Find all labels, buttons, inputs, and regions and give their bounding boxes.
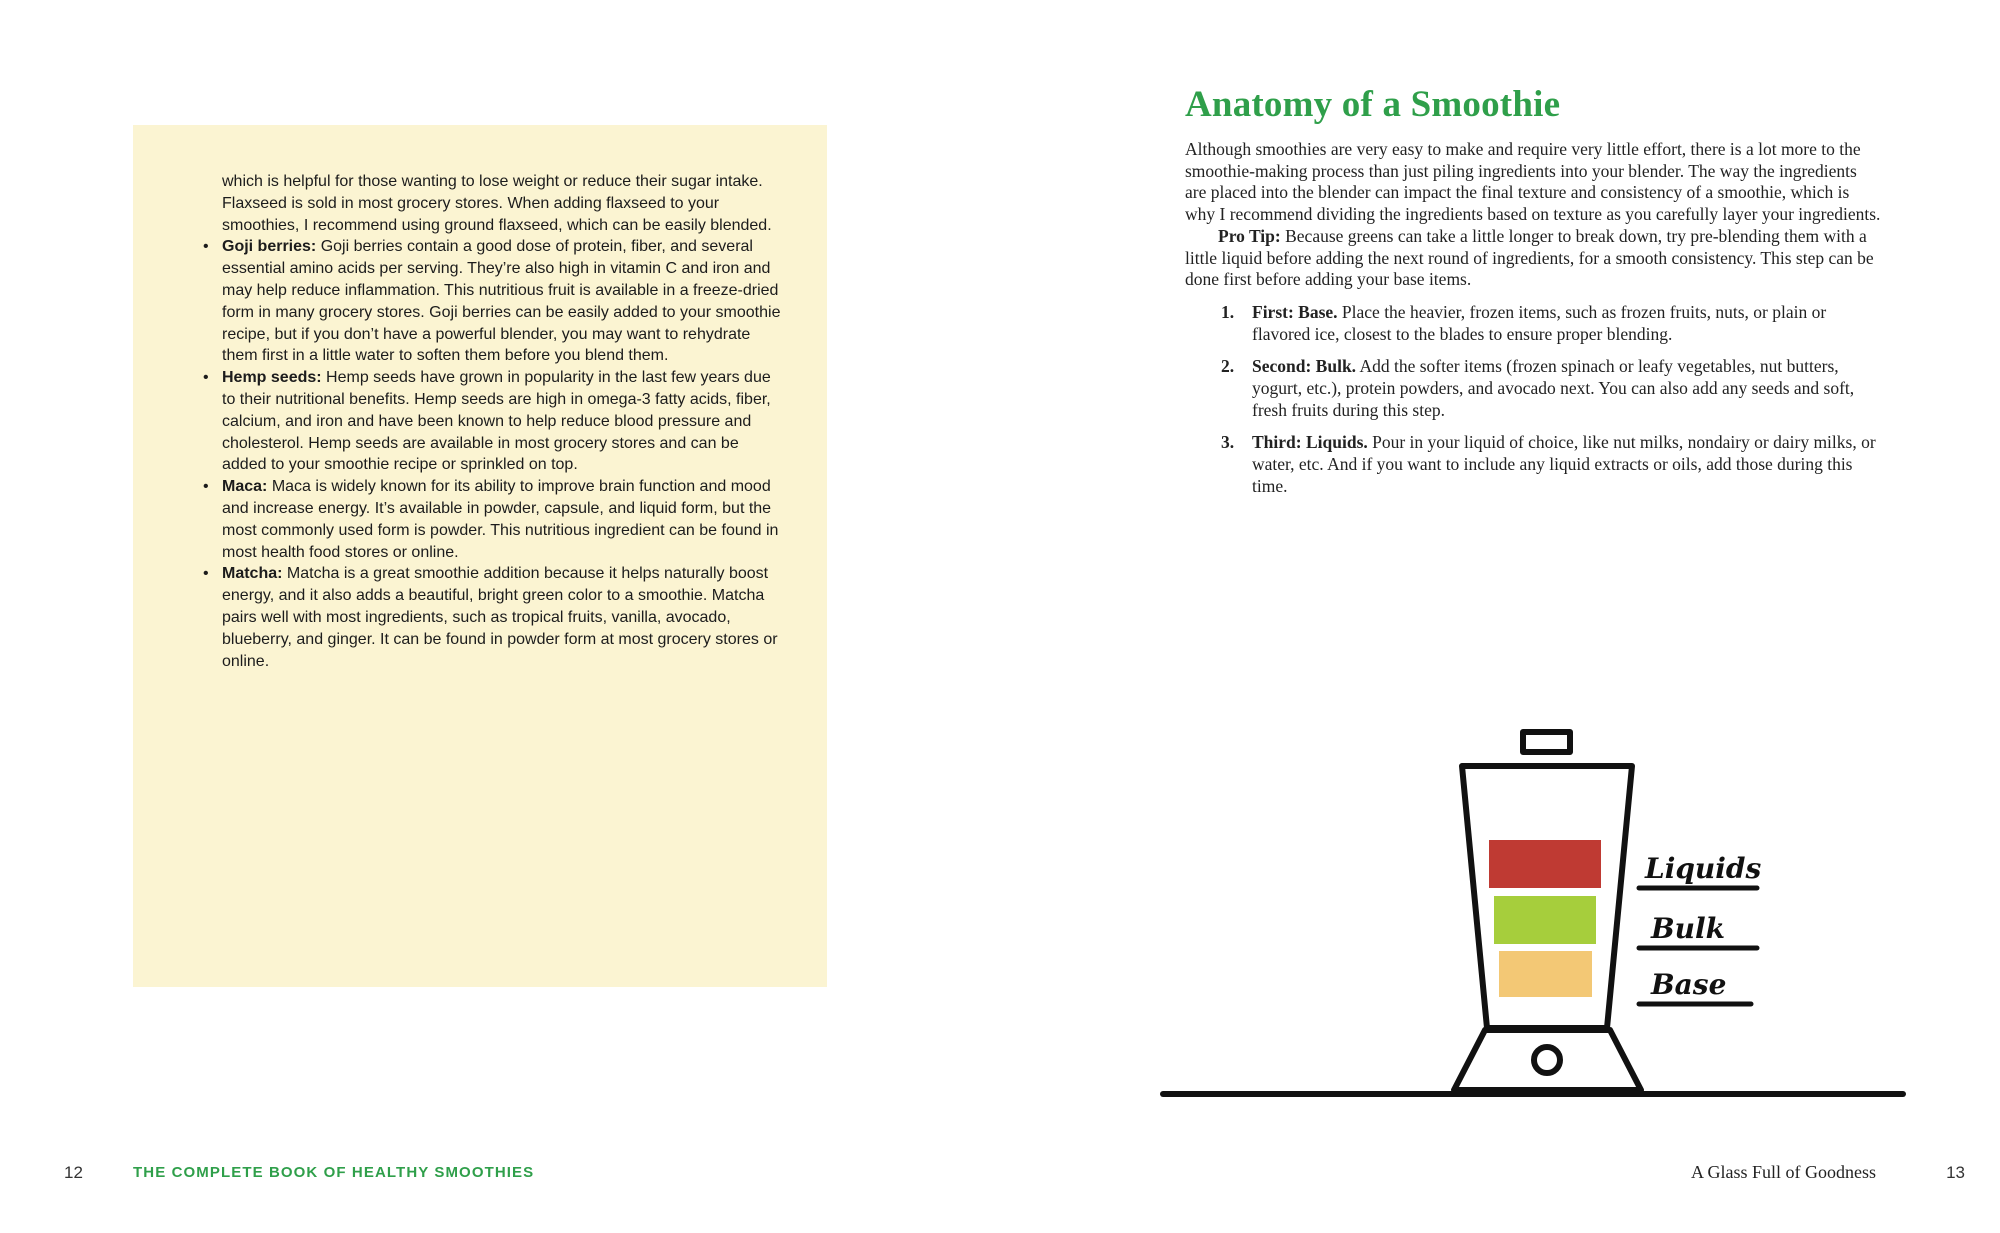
running-footer-book-title: THE COMPLETE BOOK OF HEALTHY SMOOTHIES <box>133 1164 535 1181</box>
layering-steps-list <box>1185 302 1882 498</box>
step-text: Add the softer items (frozen spinach or leafy vegetables, nut butters, yogurt, etc.), protein powders, and avocado next. You can also add any seeds and soft, fresh fruits during this step. <box>1252 356 1855 420</box>
step-base <box>1185 302 1882 345</box>
liquids-layer <box>1489 840 1601 888</box>
blender-lid-icon <box>1523 732 1570 752</box>
pro-tip-paragraph <box>1185 226 1882 291</box>
blender-diagram <box>1155 718 1910 1103</box>
ingredient-description: Matcha is a great smoothie addition because it helps naturally boost energy, and it also adds a beautiful, bright green color to a smoothie. Matcha pairs well with most ingredients, such as tropical fruits, vanilla, avocado, blueberry, and ginger. It can be found in powder form at most grocery stores or online. <box>222 565 778 670</box>
ingredient-info-box <box>133 125 827 987</box>
bulk-layer <box>1494 896 1596 944</box>
step-number: 1. <box>1221 301 1235 322</box>
page-number-left: 12 <box>64 1163 83 1182</box>
pro-tip-label: Pro Tip: <box>1218 225 1281 246</box>
ingredient-term: Hemp seeds: <box>222 369 322 387</box>
ingredient-list <box>222 236 787 672</box>
ingredient-term: Maca: <box>222 478 268 496</box>
ingredient-intro-paragraph: which is helpful for those wanting to lose weight or reduce their sugar intake. Flaxseed is sold in most grocery stores. When adding flaxseed to your smoothies, I recommend using ground flaxseed, which can be easily blended. <box>222 173 772 234</box>
ingredient-term: Matcha: <box>222 565 283 583</box>
base-label: Base <box>1651 968 1727 1001</box>
page-title: Anatomy of a Smoothie <box>1185 84 1561 125</box>
blender-button-icon <box>1534 1047 1560 1073</box>
step-text: Pour in your liquid of choice, like nut milks, nondairy or dairy milks, or water, etc. And if you want to include any liquid extracts or oils, add those during this time. <box>1252 432 1876 496</box>
ingredient-description: Hemp seeds have grown in popularity in the last few years due to their nutritional benefits. Hemp seeds are high in omega-3 fatty acids, fiber, calcium, and iron and have been known to help reduce blood pressure and cholesterol. Hemp seeds are available in most grocery stores and can be added to your smoothie recipe or sprinkled on top. <box>222 369 771 474</box>
step-bulk <box>1185 356 1882 421</box>
ingredient-description: Maca is widely known for its ability to improve brain function and mood and increase energy. It’s available in powder, capsule, and liquid form, but the most commonly used form is powder. This nutritious ingredient can be found in most health food stores or online. <box>222 478 779 561</box>
step-number: 3. <box>1221 432 1235 453</box>
step-liquids <box>1185 432 1882 497</box>
base-layer <box>1499 951 1592 997</box>
list-item-hemp-seeds <box>222 367 787 476</box>
running-footer-chapter-title: A Glass Full of Goodness <box>1690 1162 1876 1182</box>
ingredient-term: Goji berries: <box>222 238 317 256</box>
step-lead: Second: Bulk. <box>1252 356 1357 377</box>
liquids-label: Liquids <box>1645 852 1762 885</box>
step-number: 2. <box>1221 356 1235 377</box>
step-text: Place the heavier, frozen items, such as frozen fruits, nuts, or plain or flavored ice, closest to the blades to ensure proper blending. <box>1252 301 1827 344</box>
ingredient-description: Goji berries contain a good dose of protein, fiber, and several essential amino acids per serving. They’re also high in vitamin C and iron and may help reduce inflammation. This nutritious fruit is available in a freeze-dried form in many grocery stores. Goji berries can be easily added to your smoothie recipe, but if you don’t have a powerful blender, you may want to rehydrate them first in a little water to soften them before you blend them. <box>222 238 781 365</box>
bulk-label: Bulk <box>1651 912 1726 945</box>
list-item-maca <box>222 476 787 563</box>
list-item-goji-berries <box>222 236 787 367</box>
step-lead: Third: Liquids. <box>1252 432 1368 453</box>
step-lead: First: Base. <box>1252 301 1338 322</box>
anatomy-intro-paragraph: Although smoothies are very easy to make and require very little effort, there is a lot more to the smoothie-making process than just piling ingredients into your blender. The way the ingredients are placed into the blender can impact the final texture and consistency of a smoothie, which is why I recommend dividing the ingredients based on texture as you carefully layer your ingredients. <box>1185 139 1881 225</box>
pro-tip-text: Because greens can take a little longer to break down, try pre-blending them with a little liquid before adding the next round of ingredients, for a smooth consistency. This step can be done first before adding your base items. <box>1185 225 1874 290</box>
list-item-matcha <box>222 563 787 672</box>
page-number-right: 13 <box>1946 1163 1965 1182</box>
anatomy-section <box>1185 84 1882 509</box>
